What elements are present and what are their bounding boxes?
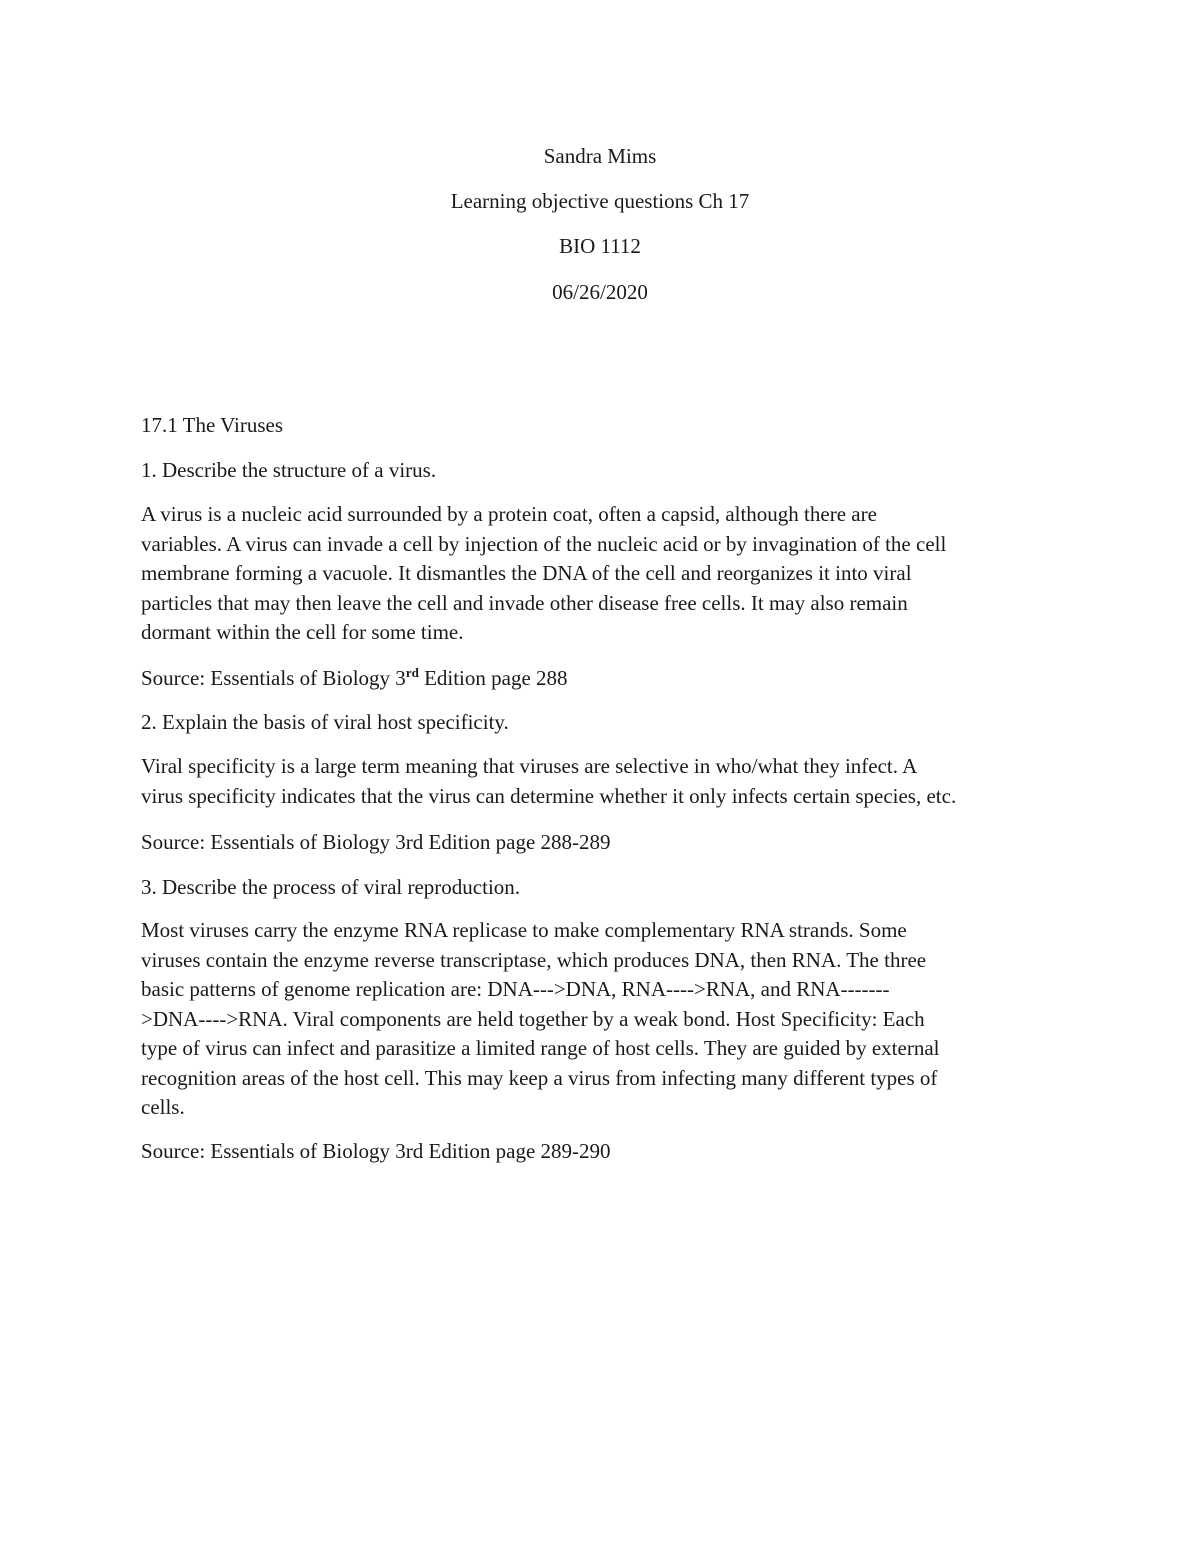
answer-1-line: A virus is a nucleic acid surrounded by a protein coat, often a capsid, although there are: [141, 502, 877, 526]
answer-1-line: dormant within the cell for some time.: [141, 620, 464, 644]
source-1-suffix: Edition page 288: [418, 666, 568, 690]
answer-3-line: Most viruses carry the enzyme RNA replicase to make complementary RNA strands. Some: [141, 918, 907, 942]
answer-3-line: cells.: [141, 1095, 185, 1119]
answer-3-line: type of virus can infect and parasitize a limited range of host cells. They are guided by external: [141, 1036, 940, 1060]
answer-3-line: recognition areas of the host cell. This may keep a virus from infecting many different types of: [141, 1065, 938, 1090]
answer-1-line: particles that may then leave the cell and invade other disease free cells. It may also remain: [141, 590, 908, 615]
source-1-superscript: rd: [405, 665, 419, 680]
author-name: Sandra Mims: [543, 144, 657, 168]
answer-2: [141, 752, 1071, 811]
document-date: 06/26/2020: [552, 280, 648, 304]
answer-3-line: >DNA---->RNA. Viral components are held together by a weak bond. Host Specificity: Each: [141, 1006, 925, 1031]
answer-3-line: basic patterns of genome replication are: DNA--->DNA, RNA---->RNA, and RNA-------: [141, 977, 890, 1001]
answer-3: [141, 916, 1071, 1123]
course-code: BIO 1112: [559, 234, 641, 258]
answer-1-line: variables. A virus can invade a cell by injection of the nucleic acid or by invagination of the cell: [141, 531, 947, 556]
question-3: 3. Describe the process of viral reproduction.: [141, 875, 521, 899]
source-2: Source: Essentials of Biology 3rd Edition page 288-289: [141, 830, 611, 854]
source-1: [141, 665, 1081, 691]
source-1-prefix: Source: Essentials of Biology 3: [141, 666, 406, 690]
question-2: 2. Explain the basis of viral host specificity.: [141, 710, 509, 734]
source-3: Source: Essentials of Biology 3rd Edition page 289-290: [141, 1139, 611, 1163]
answer-3-line: viruses contain the enzyme reverse transcriptase, which produces DNA, then RNA. The three: [141, 947, 927, 972]
document-title: Learning objective questions Ch 17: [450, 189, 750, 213]
answer-2-line: Viral specificity is a large term meaning that viruses are selective in who/what they infect. A: [141, 754, 918, 778]
answer-1: [141, 500, 1071, 648]
question-1: 1. Describe the structure of a virus.: [141, 458, 437, 482]
answer-1-line: membrane forming a vacuole. It dismantles the DNA of the cell and reorganizes it into viral: [141, 561, 912, 585]
answer-2-line: virus specificity indicates that the virus can determine whether it only infects certain species, etc.: [141, 783, 957, 808]
section-heading: 17.1 The Viruses: [141, 413, 284, 437]
